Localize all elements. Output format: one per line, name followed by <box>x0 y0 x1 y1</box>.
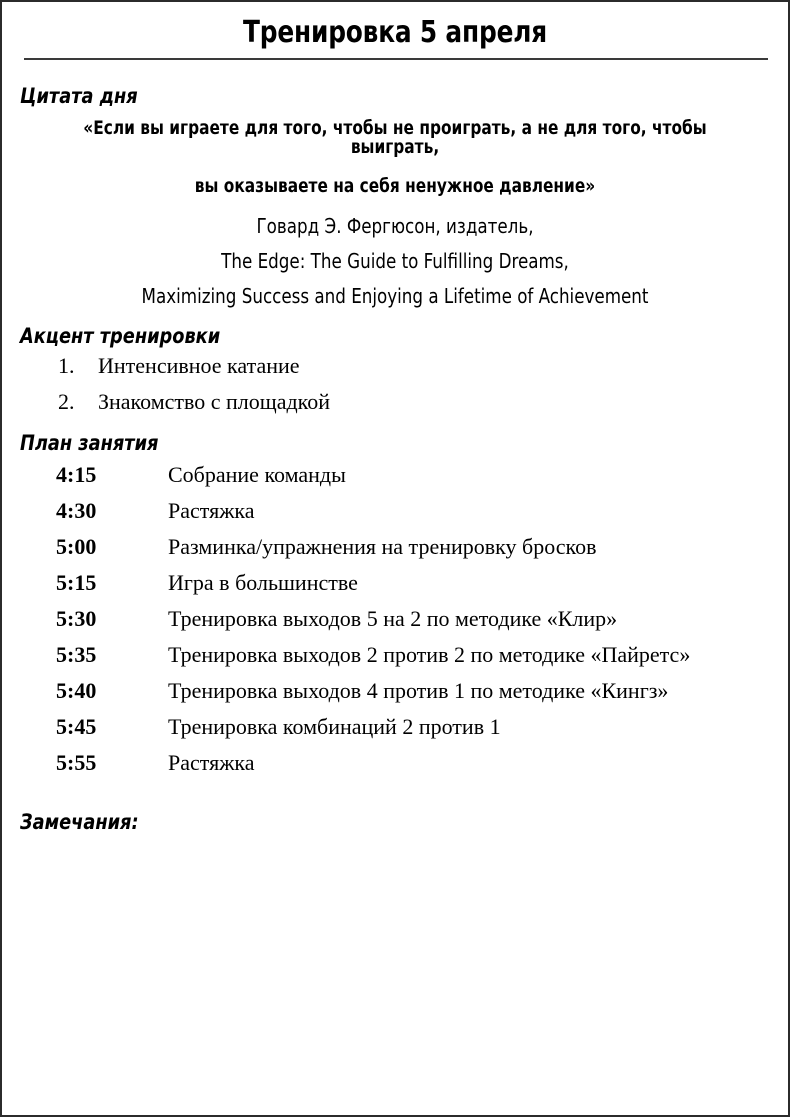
schedule-time: 5:55 <box>56 750 97 775</box>
table-row <box>20 608 770 644</box>
schedule-table <box>20 464 770 788</box>
schedule-time: 4:30 <box>56 498 97 523</box>
schedule-time: 5:35 <box>56 642 97 667</box>
section-heading-quote: Цитата дня <box>20 84 138 108</box>
schedule-time: 5:40 <box>56 678 97 703</box>
schedule-time: 4:15 <box>56 462 97 487</box>
quote-line: вы оказываете на себя ненужное давление» <box>194 175 596 197</box>
quote-line: «Если вы играете для того, чтобы не проиграть, а не для того, чтобы выиграть, <box>83 117 707 158</box>
page-content <box>2 2 788 1115</box>
list-item-number: 1. <box>58 353 75 378</box>
table-row <box>20 500 770 536</box>
quote-block <box>20 119 770 196</box>
attribution-line: Maximizing Success and Enjoying a Lifetime of Achievement <box>141 284 649 308</box>
schedule-activity: Тренировка выходов 4 против 1 по методике «Кингз» <box>168 678 669 703</box>
list-item-label: Знакомство с площадкой <box>98 389 331 414</box>
schedule-time: 5:15 <box>56 570 97 595</box>
schedule-activity: Тренировка выходов 5 на 2 по методике «Клир» <box>168 606 618 631</box>
table-row <box>20 464 770 500</box>
schedule-activity: Игра в большинстве <box>168 570 358 595</box>
focus-list <box>20 355 770 413</box>
schedule-time: 5:30 <box>56 606 97 631</box>
schedule-activity: Тренировка выходов 2 против 2 по методике «Пайретс» <box>168 642 691 667</box>
attribution-line: The Edge: The Guide to Fulfilling Dreams, <box>221 249 569 273</box>
section-heading-notes: Замечания: <box>20 810 139 834</box>
table-row <box>20 572 770 608</box>
list-item <box>20 355 770 377</box>
schedule-time: 5:45 <box>56 714 97 739</box>
list-item <box>20 391 770 413</box>
table-row <box>20 680 770 716</box>
schedule-activity: Растяжка <box>168 498 255 523</box>
schedule-activity: Разминка/упражнения на тренировку бросков <box>168 534 597 559</box>
schedule-activity: Собрание команды <box>168 462 346 487</box>
schedule-time: 5:00 <box>56 534 97 559</box>
list-item-number: 2. <box>58 389 75 414</box>
table-row <box>20 716 770 752</box>
table-row <box>20 536 770 572</box>
table-row <box>20 752 770 788</box>
page-title: Тренировка 5 апреля <box>242 15 548 50</box>
attribution-line: Говард Э. Фергюсон, издатель, <box>256 214 534 238</box>
section-heading-focus: Акцент тренировки <box>20 324 221 348</box>
list-item-label: Интенсивное катание <box>98 353 300 378</box>
section-heading-plan: План занятия <box>20 431 159 455</box>
schedule-activity: Тренировка комбинаций 2 против 1 <box>168 714 501 739</box>
quote-attribution <box>20 216 770 306</box>
schedule-activity: Растяжка <box>168 750 255 775</box>
title-divider <box>24 58 768 60</box>
table-row <box>20 644 770 680</box>
